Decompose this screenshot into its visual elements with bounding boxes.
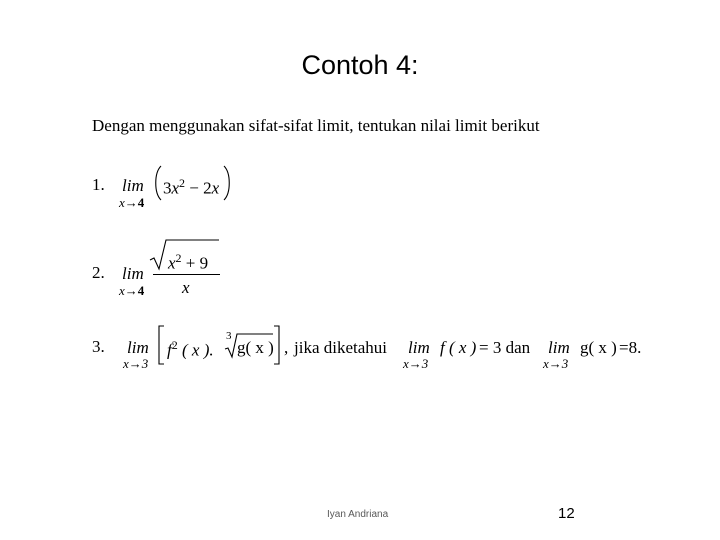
problem-3-f-term: $f^2$ ( x ). — [167, 338, 214, 360]
problem-3-subscript: x→3 — [123, 356, 149, 371]
problem-1-lim: lim — [122, 176, 144, 195]
slide-title: Contoh 4: — [301, 50, 419, 80]
problem-3-f-expr: f ( x ) — [440, 338, 477, 357]
problem-3-g-expr-2: g( x ) — [580, 338, 617, 357]
problem-3-f-equals: = 3 dan — [479, 338, 531, 357]
problem-3-comma: , — [284, 338, 289, 357]
problem-1-subscript: x→4 — [119, 195, 145, 210]
problem-2-number: 2. — [92, 263, 105, 282]
problem-3-right-bracket — [273, 325, 281, 365]
problem-3-subscript-3: x→3 — [543, 356, 569, 371]
problem-3-number: 3. — [92, 337, 105, 356]
intro-text: Dengan menggunakan sifat-sifat limit, tentukan nilai limit berikut — [92, 116, 540, 135]
problem-3-g-equals: =8. — [619, 338, 642, 357]
problem-3-lim-3: lim — [548, 338, 570, 357]
problem-2-lim: lim — [122, 264, 144, 283]
problem-3-subscript-2: x→3 — [403, 356, 429, 371]
problem-3-root-index: 3 — [226, 330, 232, 342]
page-number: 12 — [558, 505, 575, 522]
problem-2-fraction-bar — [153, 274, 220, 275]
problem-2-denominator: x — [182, 278, 190, 297]
problem-3-left-bracket — [158, 325, 166, 365]
problem-3-lim: lim — [127, 338, 149, 357]
problem-1-left-paren — [153, 165, 163, 201]
problem-3-g-term: g( x ) — [237, 338, 274, 357]
problem-2-numerator: $x^2 + 9$ — [168, 251, 209, 273]
footer-author: Iyan Andriana — [327, 509, 389, 520]
problem-3-lim-2: lim — [408, 338, 430, 357]
problem-1-number: 1. — [92, 175, 105, 194]
problem-3-condition-text: jika diketahui — [294, 338, 388, 357]
problem-1-right-paren — [222, 165, 232, 201]
problem-1-expression: $3x^2 - 2x$ — [163, 176, 220, 198]
problem-2-subscript: x→4 — [119, 283, 145, 298]
